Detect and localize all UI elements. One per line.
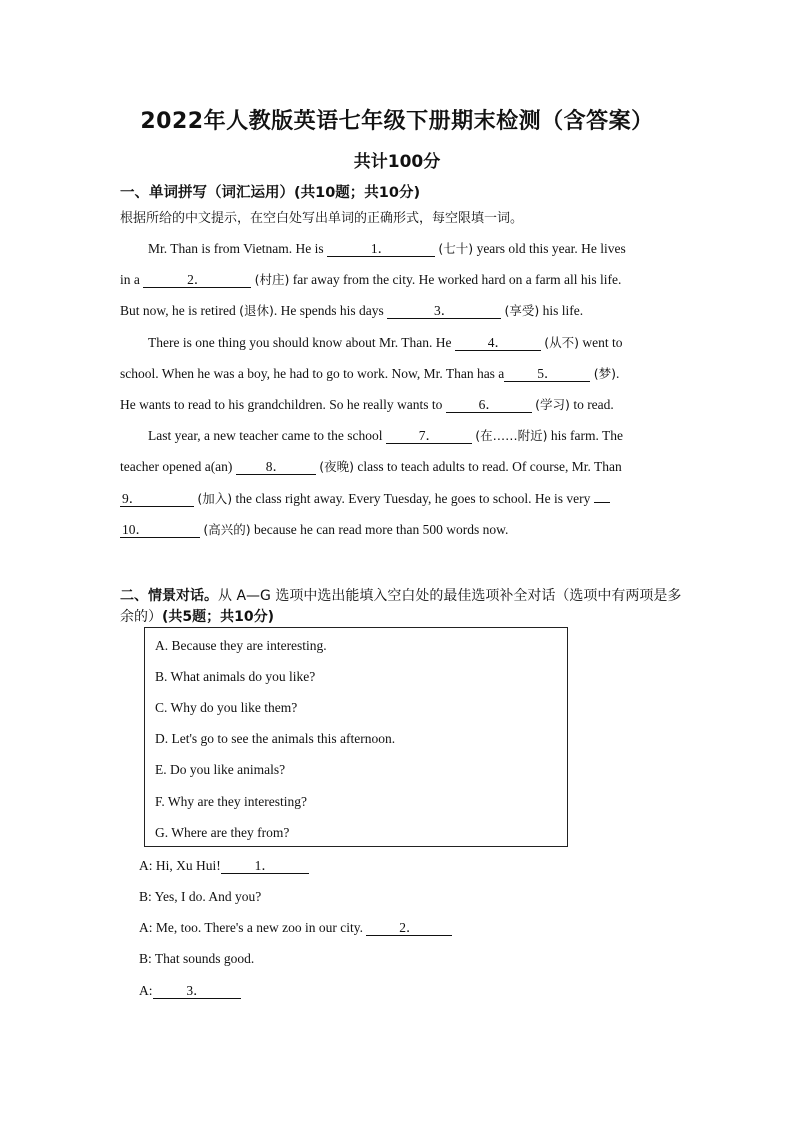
option-g: G. Where are they from? [155,825,290,840]
text: A: Hi, Xu Hui! [139,858,221,873]
blank-9[interactable]: 9． [120,492,194,507]
option-f: F. Why are they interesting? [155,794,308,809]
blank-4[interactable]: 4． [455,336,541,351]
blank-1[interactable]: 1． [327,242,435,257]
option-a: A. Because they are interesting. [155,638,327,653]
dialog-blank-2[interactable]: 2． [366,921,452,936]
section1-instruction: 根据所给的中文提示，在空白处写出单词的正确形式，每空限填一词。 [120,211,524,226]
text: teacher opened a(an) [120,459,236,474]
section2-heading-score: (共5题；共10分) [162,609,275,625]
text: to read. [569,397,614,412]
blank-10-start [594,502,610,503]
passage-line-6 [120,395,680,413]
section1-heading: 一、单词拼写（词汇运用）(共10题；共10分) [120,185,421,201]
hint: (七十) [438,241,474,256]
hint: (学习) [535,397,570,412]
hint: (享受) [504,303,540,318]
text: Last year, a new teacher came to the school [148,428,386,443]
hint: (高兴的) [203,522,251,537]
section2-heading [120,586,690,628]
text: in a [120,272,144,287]
passage-line-7 [148,426,708,444]
dialog-line-3 [139,920,452,936]
option-c: C. Why do you like them? [155,700,298,715]
page-title: 2022年人教版英语七年级下册期末检测（含答案） [140,109,654,134]
text: because he can read more than 500 words now. [250,522,509,537]
blank-10[interactable]: 10． [120,523,200,538]
dialog-blank-1[interactable]: 1． [221,859,309,874]
passage-line-8 [120,457,680,475]
option-b: B. What animals do you like? [155,669,316,684]
text: his life. [539,303,584,318]
dialog-line-1 [139,858,309,874]
passage-line-1 [148,239,708,257]
text: He wants to read to his grandchildren. So he really wants to [120,397,446,412]
dialog-line-4: B: That sounds good. [139,951,255,966]
passage-line-10 [120,520,680,538]
dialog-line-5 [139,983,241,999]
blank-8[interactable]: 8． [236,460,316,475]
text: years old this year. He lives [473,241,626,256]
text: . He spends his days [273,303,388,318]
hint: (在……附近) [475,428,548,443]
text: class to teach adults to read. Of course, Mr. Than [353,459,622,474]
page-subtitle: 共计100分 [353,152,441,172]
text: his farm. The [547,428,623,443]
dialog-blank-3[interactable]: 3． [153,984,241,999]
option-d: D. Let's go to see the animals this afternoon. [155,731,396,746]
hint: (夜晚) [319,459,354,474]
section2-heading-text: 从 A—G 选项中选出能填入空白处的最佳选项补全对话（选项中有两项是多余的） [120,588,682,625]
option-e: E. Do you like animals? [155,762,286,777]
text: far away from the city. He worked hard on a farm all his life. [289,272,622,287]
text: school. When he was a boy, he had to go to work. Now, Mr. Than has a [120,366,505,381]
text: A: Me, too. There's a new zoo in our city. [139,920,367,935]
text: There is one thing you should know about Mr. Than. He [148,335,455,350]
blank-5[interactable]: 5． [504,367,590,382]
text: . [615,366,620,381]
blank-6[interactable]: 6． [446,398,532,413]
passage-line-5 [120,364,680,382]
passage-line-3 [120,301,680,319]
dialog-line-2: B: Yes, I do. And you? [139,889,262,904]
text: Mr. Than is from Vietnam. He is [148,241,328,256]
text: the class right away. Every Tuesday, he goes to school. He is very [232,491,591,506]
text: went to [578,335,623,350]
blank-2[interactable]: 2． [143,273,251,288]
hint: (梦) [593,366,616,381]
passage-line-4 [148,333,708,351]
section2-heading-bold: 二、情景对话。 [120,588,218,604]
blank-3[interactable]: 3． [387,304,501,319]
hint: (从不) [544,335,579,350]
text: A: [139,983,153,998]
blank-7[interactable]: 7． [386,429,472,444]
passage-line-2 [120,270,680,288]
hint: (村庄) [254,272,290,287]
options-box [144,627,568,847]
passage-line-9 [120,489,680,507]
text: But now, he is retired [120,303,240,318]
hint: (退休) [239,303,274,318]
hint: (加入) [197,491,233,506]
